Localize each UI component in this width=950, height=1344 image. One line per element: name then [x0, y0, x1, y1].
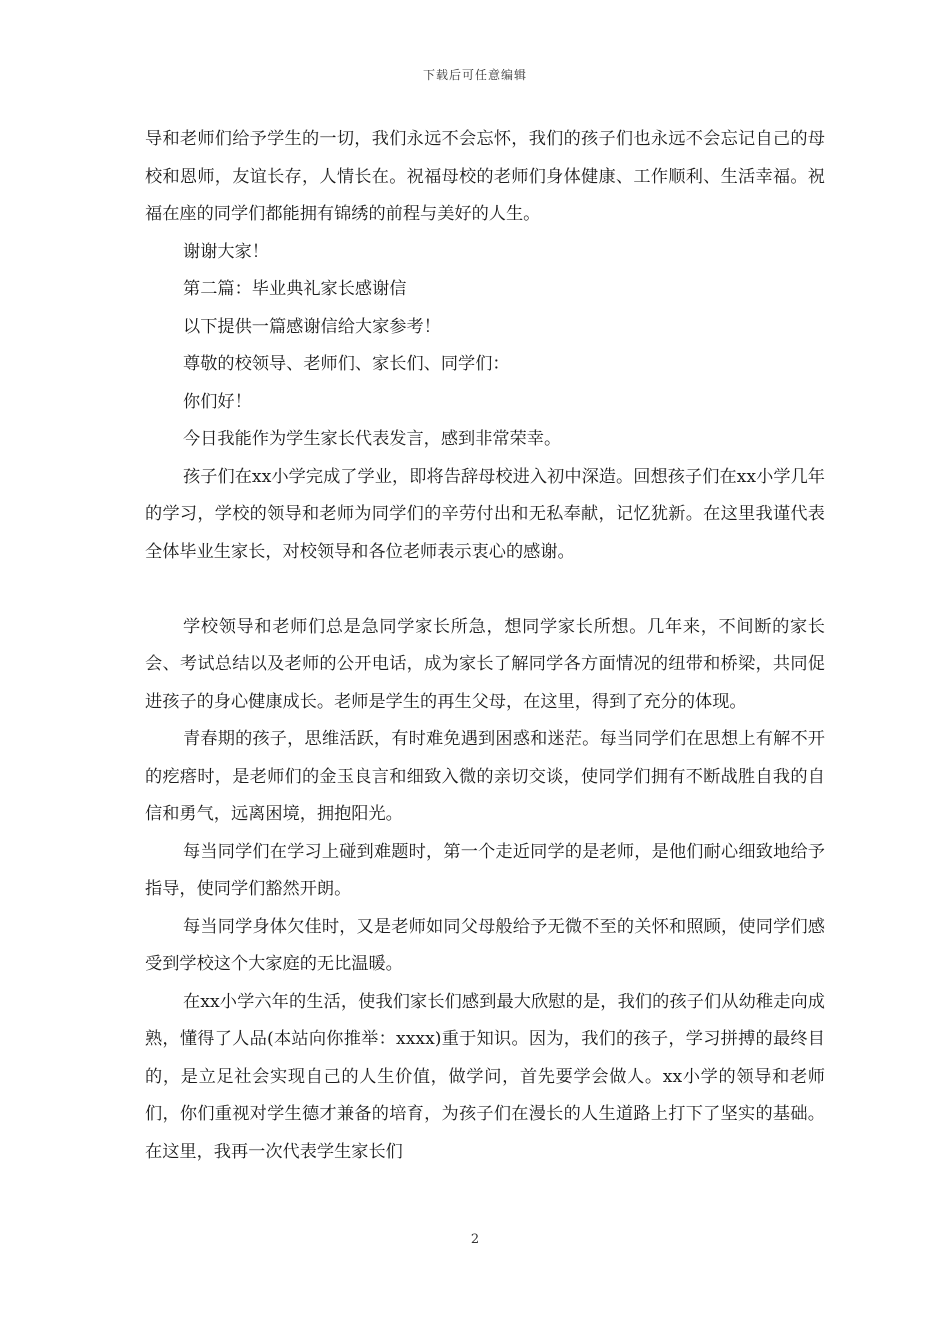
- paragraph-honor: 今日我能作为学生家长代表发言，感到非常荣幸。: [183, 429, 562, 449]
- paragraph-thanks: 谢谢大家！: [183, 241, 269, 262]
- paragraph-graduation: 孩子们在xx小学完成了学业，即将告辞母校进入初中深造。回想孩子们在xx小学几年的学习，学校的领导和老师为同学们的辛劳付出和无私奉献，记忆犹新。在这里我谨代表全体毕业生家长，对校领导和各位老师表示衷心的感谢。: [145, 466, 825, 562]
- paragraph-spacer: [145, 571, 825, 609]
- salutation: 尊敬的校领导、老师们、家长们、同学们：: [183, 354, 510, 374]
- page-header: 下载后可任意编辑: [422, 68, 527, 82]
- paragraph-health-care: 每当同学身体欠佳时，又是老师如同父母般给予无微不至的关怀和照顾，使同学们感受到学校这个大家庭的无比温暖。: [145, 916, 825, 974]
- paragraph-intro: 以下提供一篇感谢信给大家参考！: [183, 316, 441, 337]
- paragraph-six-years: 在xx小学六年的生活，使我们家长们感到最大欣慰的是，我们的孩子们从幼稚走向成熟，懂得了人品(本站向你推举：xxxx)重于知识。因为，我们的孩子，学习拼搏的最终目的，是立足社会实现自己的人生价值，做学问，首先要学会做人。xx小学的领导和老师们，你们重视对学生德才兼备的培育，为孩子们在漫长的人生道路上打下了坚实的基础。在这里，我再一次代表学生家长们: [145, 991, 825, 1162]
- page-number: 2: [470, 1232, 480, 1247]
- paragraph-adolescence: 青春期的孩子，思维活跃，有时难免遇到困惑和迷茫。每当同学们在思想上有解不开的疙瘩时，是老师们的金玉良言和细致入微的亲切交谈，使同学们拥有不断战胜自我的自信和勇气，远离困境，拥抱阳光。: [145, 729, 825, 824]
- paragraph-school-leaders: 学校领导和老师们总是急同学家长所急，想同学家长所想。几年来，不间断的家长会、考试总结以及老师的公开电话，成为家长了解同学各方面情况的纽带和桥梁，共同促进孩子的身心健康成长。老师是学生的再生父母，在这里，得到了充分的体现。: [145, 616, 825, 712]
- section-title: 第二篇：毕业典礼家长感谢信: [183, 279, 407, 299]
- document-body: [145, 121, 825, 1171]
- paragraph-continuation: 导和老师们给予学生的一切，我们永远不会忘怀，我们的孩子们也永远不会忘记自己的母校和恩师，友谊长存，人情长在。祝福母校的老师们身体健康、工作顺利、生活幸福。祝福在座的同学们都能拥有锦绣的前程与美好的人生。: [145, 129, 825, 224]
- greeting: 你们好！: [183, 391, 252, 412]
- paragraph-study-help: 每当同学们在学习上碰到难题时，第一个走近同学的是老师，是他们耐心细致地给予指导，使同学们豁然开朗。: [145, 841, 825, 899]
